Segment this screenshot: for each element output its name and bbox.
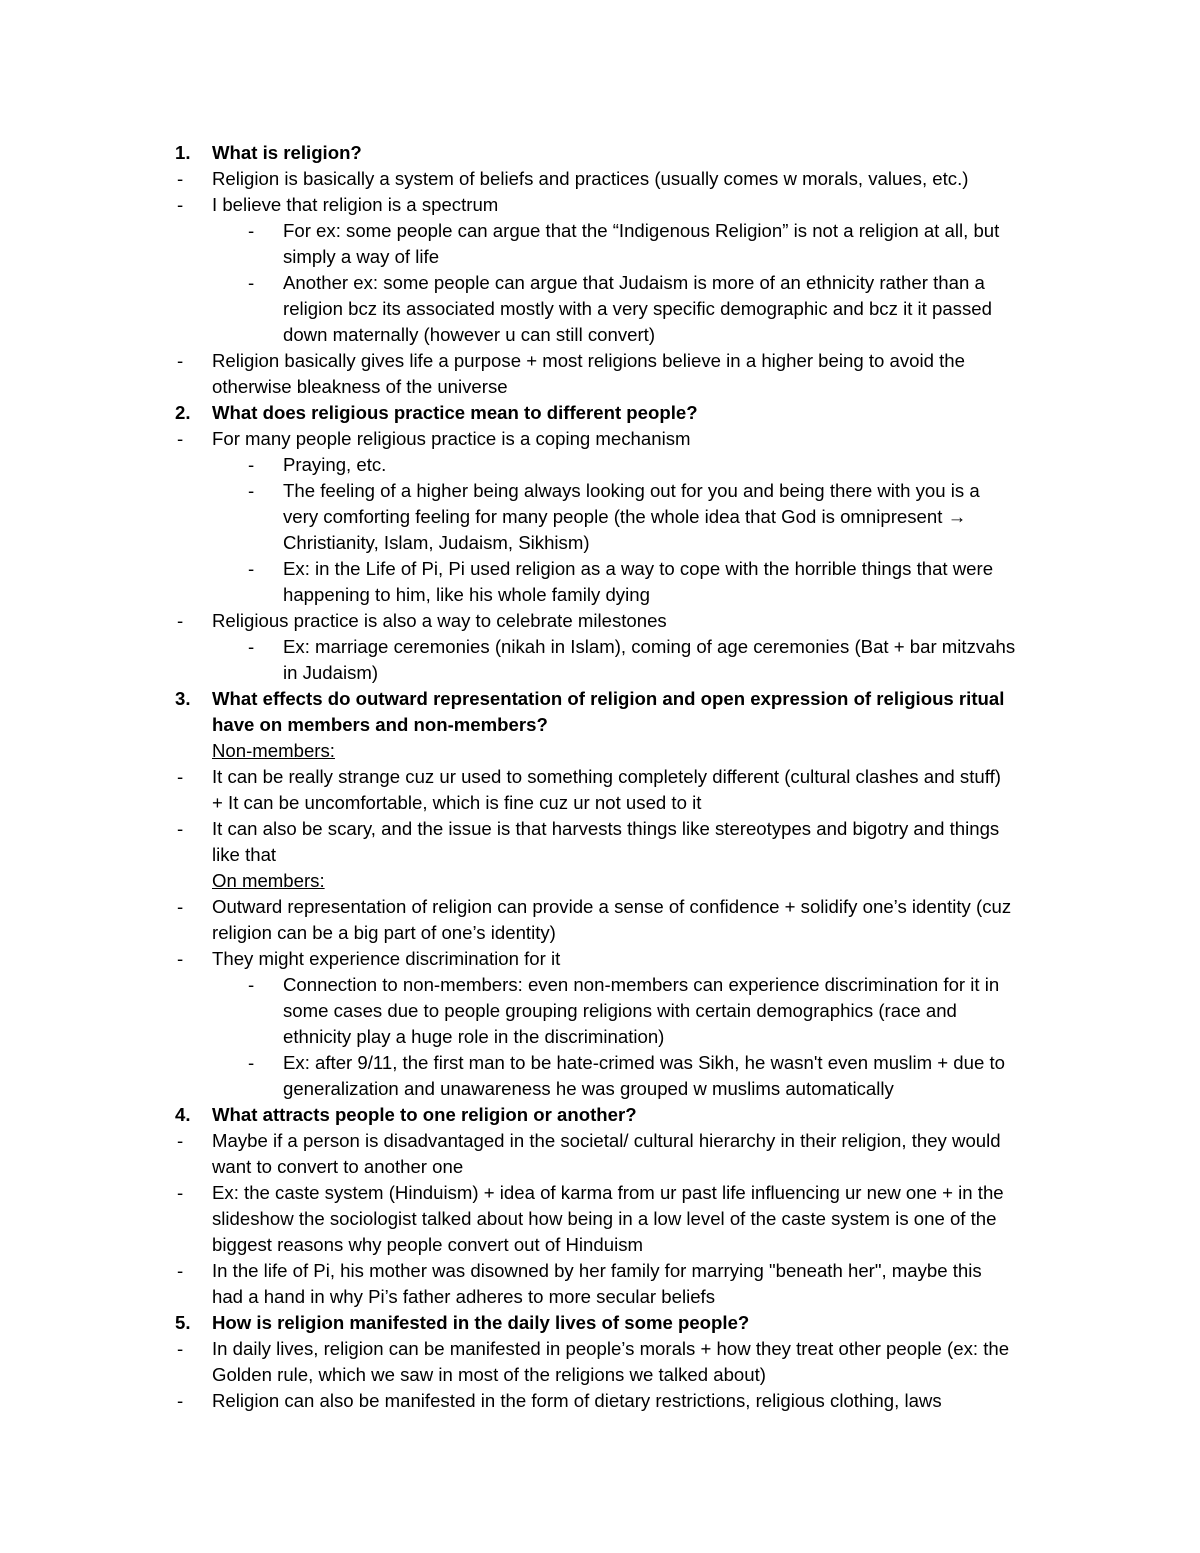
list-item-text: In the life of Pi, his mother was disowned by her family for marrying "beneath her", maybe this: [212, 1260, 982, 1281]
sub-list-item-text: Praying, etc.: [283, 454, 387, 475]
list-item-continuation: [0, 530, 1200, 556]
list-item-text: It can also be scary, and the issue is that harvests things like stereotypes and bigotry and things: [212, 818, 1000, 839]
bullet-dash: -: [248, 974, 255, 995]
bullet-dash: -: [177, 1260, 184, 1281]
sub-list-item: [0, 1050, 1200, 1076]
list-item-continuation: [0, 660, 1200, 686]
subheading-text: On members:: [212, 870, 325, 891]
bullet-dash: -: [248, 558, 255, 579]
bullet-dash: -: [177, 610, 184, 631]
list-item-continuation: [0, 244, 1200, 270]
subheading: [0, 868, 1200, 894]
list-item-text: In daily lives, religion can be manifested in people’s morals + how they treat other people (ex: the: [212, 1338, 1010, 1359]
list-item: [0, 166, 1200, 192]
list-item-continuation-text: some cases due to people grouping religions with certain demographics (race and: [283, 1000, 957, 1021]
list-item: [0, 764, 1200, 790]
list-item-continuation: [0, 1232, 1200, 1258]
sub-list-item: [0, 478, 1200, 504]
list-item-text: Outward representation of religion can provide a sense of confidence + solidify one’s identity (cuz: [212, 896, 1012, 917]
list-item-continuation: [0, 1024, 1200, 1050]
bullet-dash: -: [177, 948, 184, 969]
list-item-continuation-text: Golden rule, which we saw in most of the religions we talked about): [212, 1364, 766, 1385]
list-item-continuation-text: down maternally (however u can still convert): [283, 324, 656, 345]
list-item-text: I believe that religion is a spectrum: [212, 194, 499, 215]
list-item-continuation-text: like that: [212, 844, 277, 865]
sub-list-item-text: Ex: in the Life of Pi, Pi used religion as a way to cope with the horrible things that were: [283, 558, 994, 579]
list-item-continuation: [0, 296, 1200, 322]
list-item: [0, 1388, 1200, 1414]
list-item: [0, 608, 1200, 634]
list-item: [0, 1128, 1200, 1154]
bullet-dash: -: [177, 1338, 184, 1359]
list-item: [0, 348, 1200, 374]
sub-list-item-text: Ex: after 9/11, the first man to be hate-crimed was Sikh, he wasn't even muslim + due to: [283, 1052, 1005, 1073]
list-item-continuation-text: religion can be a big part of one’s identity): [212, 922, 556, 943]
list-item-text: It can be really strange cuz ur used to something completely different (cultural clashes and stuff): [212, 766, 1001, 787]
list-item-continuation-text: biggest reasons why people convert out of Hinduism: [212, 1234, 643, 1255]
list-item: [0, 1258, 1200, 1284]
question-heading: [0, 400, 1200, 426]
list-item-continuation: [0, 920, 1200, 946]
list-item: [0, 816, 1200, 842]
subheading: [0, 738, 1200, 764]
question-heading-continuation-text: have on members and non-members?: [212, 714, 548, 735]
question-number: 5.: [175, 1312, 191, 1333]
subheading-text: Non-members:: [212, 740, 335, 761]
list-item-continuation: [0, 374, 1200, 400]
list-item-continuation-text: religion bcz its associated mostly with a very specific demographic and bcz it it passed: [283, 298, 992, 319]
bullet-dash: -: [177, 350, 184, 371]
bullet-dash: -: [177, 1390, 184, 1411]
question-heading-text: What is religion?: [212, 142, 362, 163]
question-heading: [0, 1310, 1200, 1336]
list-item-continuation: [0, 790, 1200, 816]
sub-list-item-text: For ex: some people can argue that the “Indigenous Religion” is not a religion at all, but: [283, 220, 1000, 241]
sub-list-item-text: The feeling of a higher being always looking out for you and being there with you is a: [283, 480, 980, 501]
list-item-continuation-text: ethnicity play a huge role in the discrimination): [283, 1026, 665, 1047]
question-heading: [0, 140, 1200, 166]
question-number: 4.: [175, 1104, 191, 1125]
list-item-continuation-text: slideshow the sociologist talked about how being in a low level of the caste system is one of the: [212, 1208, 997, 1229]
bullet-dash: -: [248, 454, 255, 475]
list-item-continuation: [0, 1206, 1200, 1232]
bullet-dash: -: [177, 1182, 184, 1203]
list-item-text: They might experience discrimination for it: [212, 948, 561, 969]
list-item-continuation-text: otherwise bleakness of the universe: [212, 376, 508, 397]
question-heading-text: How is religion manifested in the daily lives of some people?: [212, 1312, 750, 1333]
bullet-dash: -: [177, 428, 184, 449]
sub-list-item: [0, 634, 1200, 660]
bullet-dash: -: [177, 896, 184, 917]
sub-list-item: [0, 556, 1200, 582]
bullet-dash: -: [248, 1052, 255, 1073]
bullet-dash: -: [177, 1130, 184, 1151]
list-item-continuation: [0, 1284, 1200, 1310]
list-item-continuation-text: Christianity, Islam, Judaism, Sikhism): [283, 532, 590, 553]
question-heading-text: What effects do outward representation of religion and open expression of religious ritual: [212, 688, 1005, 709]
question-number: 1.: [175, 142, 191, 163]
list-item-continuation-text: simply a way of life: [283, 246, 440, 267]
list-item: [0, 192, 1200, 218]
list-item-continuation: [0, 1076, 1200, 1102]
sub-list-item-text: Ex: marriage ceremonies (nikah in Islam), coming of age ceremonies (Bat + bar mitzvahs: [283, 636, 1016, 657]
list-item-continuation-text: generalization and unawareness he was grouped w muslims automatically: [283, 1078, 894, 1099]
question-heading: [0, 686, 1200, 712]
list-item-continuation-text: happening to him, like his whole family dying: [283, 584, 650, 605]
list-item-text: Religion is basically a system of beliefs and practices (usually comes w morals, values, etc.): [212, 168, 969, 189]
list-item-continuation: [0, 582, 1200, 608]
list-item-text: For many people religious practice is a coping mechanism: [212, 428, 691, 449]
bullet-dash: -: [177, 766, 184, 787]
question-heading: [0, 1102, 1200, 1128]
question-heading-text: What attracts people to one religion or another?: [212, 1104, 637, 1125]
question-heading-continuation: [0, 712, 1200, 738]
list-item: [0, 894, 1200, 920]
bullet-dash: -: [177, 168, 184, 189]
list-item-continuation-text: had a hand in why Pi’s father adheres to more secular beliefs: [212, 1286, 716, 1307]
list-item-continuation-text: + It can be uncomfortable, which is fine cuz ur not used to it: [212, 792, 702, 813]
list-item-continuation-text: very comforting feeling for many people (the whole idea that God is omnipresent →: [283, 506, 967, 527]
question-number: 3.: [175, 688, 191, 709]
list-item-continuation: [0, 504, 1200, 530]
sub-list-item-text: Connection to non-members: even non-members can experience discrimination for it in: [283, 974, 1000, 995]
bullet-dash: -: [177, 818, 184, 839]
bullet-dash: -: [248, 220, 255, 241]
sub-list-item: [0, 270, 1200, 296]
list-item-continuation: [0, 998, 1200, 1024]
list-item-text: Religious practice is also a way to celebrate milestones: [212, 610, 667, 631]
question-number: 2.: [175, 402, 191, 423]
bullet-dash: -: [177, 194, 184, 215]
list-item: [0, 946, 1200, 972]
document-page: [0, 140, 1200, 1414]
list-item-continuation-text: want to convert to another one: [212, 1156, 464, 1177]
list-item-text: Ex: the caste system (Hinduism) + idea of karma from ur past life influencing ur new one + in the: [212, 1182, 1004, 1203]
list-item: [0, 1180, 1200, 1206]
sub-list-item: [0, 972, 1200, 998]
sub-list-item: [0, 218, 1200, 244]
list-item-text: Maybe if a person is disadvantaged in the societal/ cultural hierarchy in their religion, they would: [212, 1130, 1001, 1151]
list-item-continuation: [0, 1362, 1200, 1388]
sub-list-item: [0, 452, 1200, 478]
bullet-dash: -: [248, 636, 255, 657]
list-item-continuation: [0, 842, 1200, 868]
list-item: [0, 426, 1200, 452]
list-item-continuation: [0, 322, 1200, 348]
bullet-dash: -: [248, 480, 255, 501]
list-item-continuation: [0, 1154, 1200, 1180]
question-heading-text: What does religious practice mean to different people?: [212, 402, 698, 423]
list-item-text: Religion basically gives life a purpose + most religions believe in a higher being to avoid the: [212, 350, 965, 371]
list-item: [0, 1336, 1200, 1362]
list-item-text: Religion can also be manifested in the form of dietary restrictions, religious clothing, laws: [212, 1390, 942, 1411]
bullet-dash: -: [248, 272, 255, 293]
list-item-continuation-text: in Judaism): [283, 662, 379, 683]
sub-list-item-text: Another ex: some people can argue that Judaism is more of an ethnicity rather than a: [283, 272, 985, 293]
